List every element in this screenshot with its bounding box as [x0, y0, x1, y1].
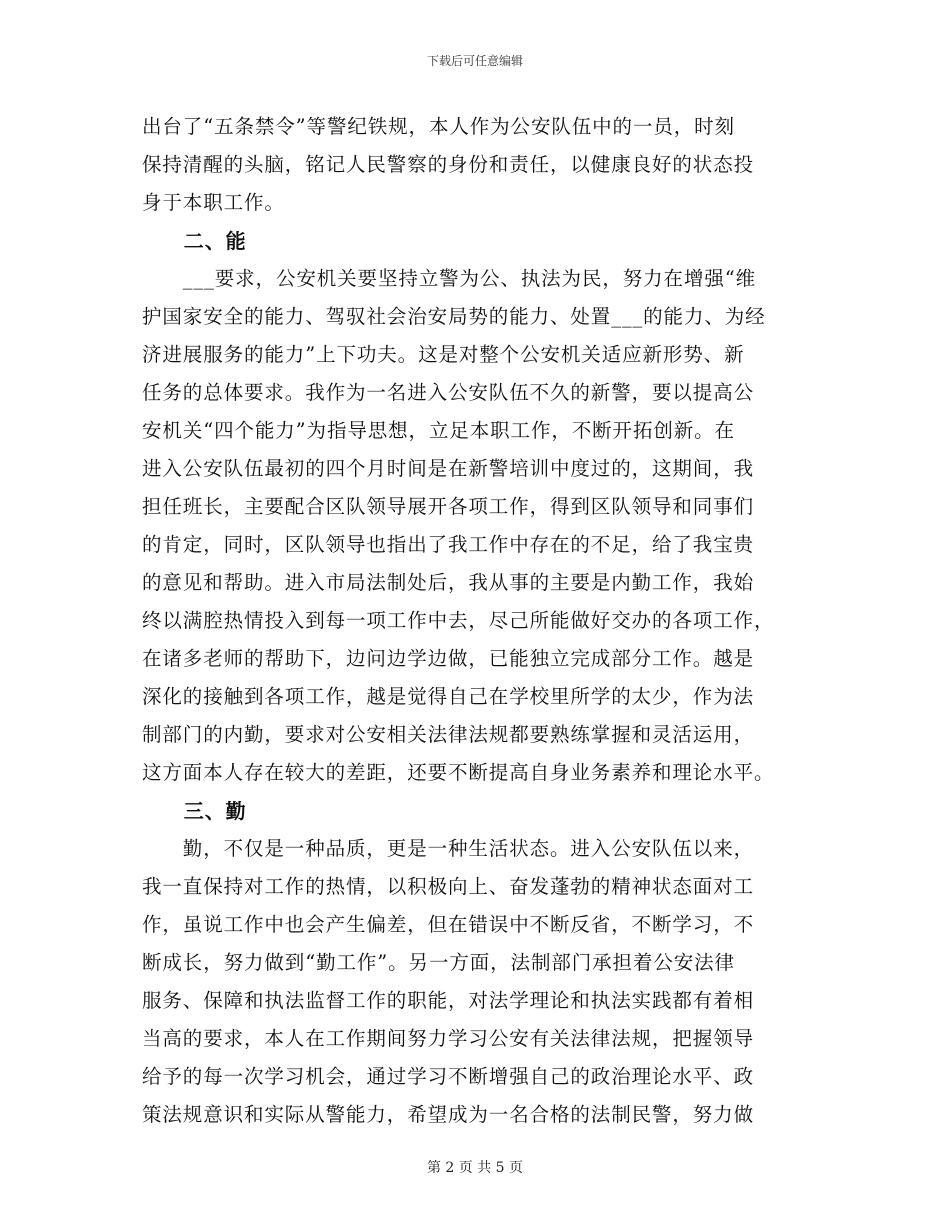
text-line: 的肯定，同时，区队领导也指出了我工作中存在的不足，给了我宝贵: [142, 533, 755, 556]
text-line: 断成长，努力做到“勤工作”。另一方面，法制部门承担着公安法律: [142, 951, 735, 974]
text-line: 身于本职工作。: [142, 191, 285, 214]
text-line: 这方面本人存在较大的差距，还要不断提高自身业务素养和理论水平。: [142, 761, 775, 784]
text-line: 安机关“四个能力”为指导思想，立足本职工作，不断开拓创新。在: [142, 419, 735, 442]
text-line: 保持清醒的头脑，铭记人民警察的身份和责任，以健康良好的状态投: [142, 153, 755, 176]
section-heading: 二、能: [142, 229, 247, 253]
text-line: 深化的接触到各项工作，越是觉得自己在学校里所学的太少，作为法: [142, 685, 755, 708]
text-line: 策法规意识和实际从警能力，希望成为一名合格的法制民警，努力做: [142, 1103, 755, 1126]
text-line: 勤，不仅是一种品质，更是一种生活状态。进入公安队伍以来，: [142, 837, 755, 860]
page-number-footer: 第 2 页 共 5 页: [426, 1160, 524, 1176]
text-line: 济进展服务的能力”上下功夫。这是对整个公安机关适应新形势、新: [142, 343, 745, 366]
text-line: ___要求，公安机关要坚持立警为公、执法为民，努力在增强“维: [142, 267, 757, 290]
text-line: 进入公安队伍最初的四个月时间是在新警培训中度过的，这期间，我: [142, 457, 755, 480]
text-line: 作，虽说工作中也会产生偏差，但在错误中不断反省，不断学习，不: [142, 913, 755, 936]
text-line: 在诸多老师的帮助下，边问边学边做，已能独立完成部分工作。越是: [142, 647, 755, 670]
text-line: 给予的每一次学习机会，通过学习不断增强自己的政治理论水平、政: [142, 1065, 755, 1088]
text-line: 服务、保障和执法监督工作的职能，对法学理论和执法实践都有着相: [142, 989, 755, 1012]
text-line: 担任班长，主要配合区队领导展开各项工作，得到区队领导和同事们: [142, 495, 755, 518]
section-heading: 三、勤: [142, 799, 247, 823]
text-line: 我一直保持对工作的热情，以积极向上、奋发蓬勃的精神状态面对工: [142, 875, 755, 898]
text-line: 出台了“五条禁令”等警纪铁规，本人作为公安队伍中的一员，时刻: [142, 115, 735, 138]
text-line: 任务的总体要求。我作为一名进入公安队伍不久的新警，要以提高公: [142, 381, 755, 404]
text-line: 护国家安全的能力、驾驭社会治安局势的能力、处置___的能力、为经: [142, 305, 766, 328]
text-line: 当高的要求，本人在工作期间努力学习公安有关法律法规，把握领导: [142, 1027, 755, 1050]
text-line: 制部门的内勤，要求对公安相关法律法规都要熟练掌握和灵活运用，: [142, 723, 755, 746]
header-note: 下载后可任意编辑: [426, 54, 523, 68]
body-text: [142, 108, 802, 1134]
text-line: 终以满腔热情投入到每一项工作中去，尽己所能做好交办的各项工作，: [142, 609, 775, 632]
text-line: 的意见和帮助。进入市局法制处后，我从事的主要是内勤工作，我始: [142, 571, 755, 594]
